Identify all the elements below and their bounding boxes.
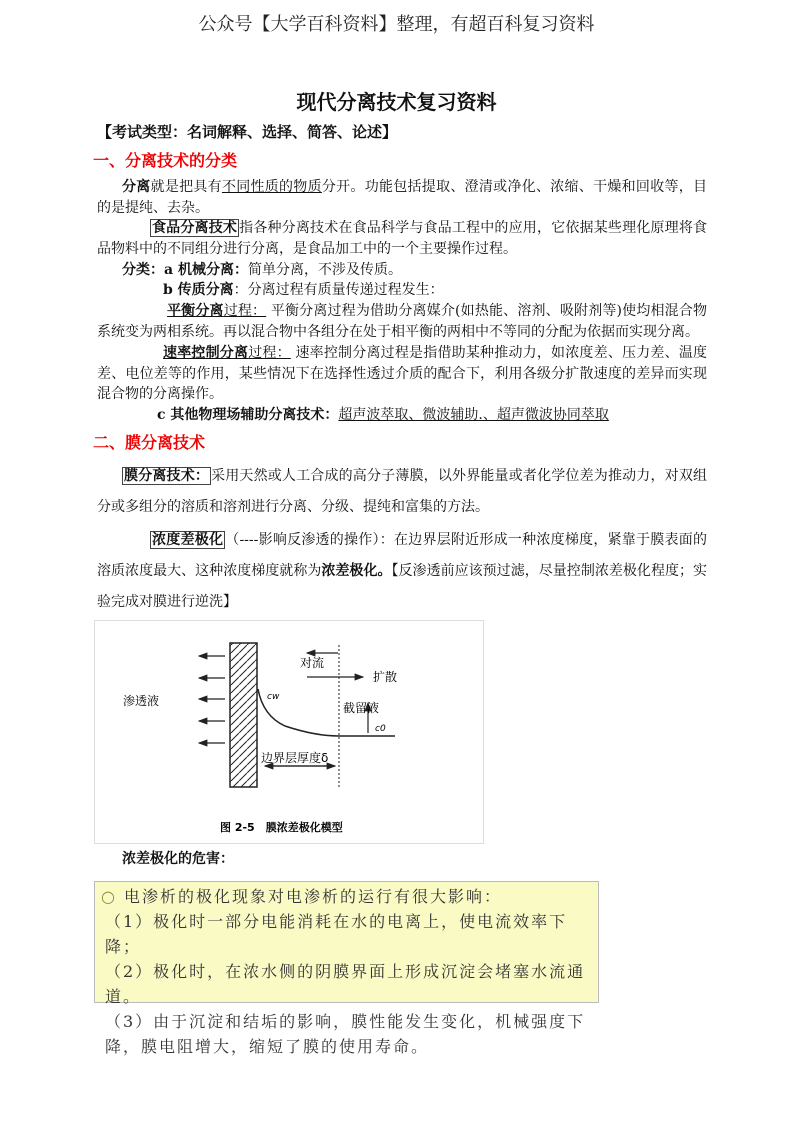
section1-heading: 一、分离技术的分类: [93, 151, 238, 170]
concentration-polarization: [97, 525, 707, 618]
figure-caption: 图 2-5 膜浓差极化模型: [220, 821, 343, 834]
term-boxed: 浓度差极化: [152, 532, 224, 548]
term: 平衡分离: [167, 303, 224, 319]
food-separation-definition: [97, 218, 707, 259]
section2-heading: 二、膜分离技术: [93, 433, 206, 452]
equilibrium-separation: [97, 301, 707, 342]
separation-definition: [97, 177, 707, 218]
text: 采用天然或人工合成的高分子薄膜，以外界能量或者化学位差为推动力，对双组分或多组分的溶质和溶剂进行分离、分级、提纯和富集的方法。: [97, 468, 708, 515]
membrane: [230, 643, 257, 787]
label-retentate: 截留液: [343, 701, 380, 715]
harm-box: [94, 881, 599, 1056]
label-c0: c0: [375, 724, 386, 734]
text-underlined: 不同性质的物质: [221, 179, 322, 195]
term-boxed: 食品分离技术: [152, 220, 238, 236]
text: 过程：: [248, 345, 291, 361]
page-header: 公众号【大学百科资料】整理，有超百科复习资料: [198, 14, 595, 35]
text: 平衡分离过程为借助分离媒介(如热能、溶剂、吸附剂等)使均相混合物系统变为两相系统。再以混合物中各组分在处于相平衡的两相中不等同的分配为依据而实现分离。: [97, 303, 708, 340]
text: 速率控制分离过程是指借助某种推动力，如浓度差、压力差、温度差、电位差等的作用，某些情况下在选择性透过介质的配合下，利用各级分扩散速度的差异而实现混合物的分离操作。: [97, 345, 708, 402]
text: ：分离过程有质量传递过程发生：: [233, 282, 444, 298]
label-diffusion: 扩散: [373, 670, 398, 684]
exam-type: 【考试类型：名词解释、选择、简答、论述】: [97, 123, 398, 141]
text: （----影响反渗透的操作）：在边界层附近形成一种浓度梯度，紧靠于膜表面的溶质浓度最大、这种浓度梯度就称为: [97, 532, 708, 579]
label: b 传质分离: [163, 282, 234, 298]
harm-intro: [101, 884, 592, 909]
label-convection: 对流: [300, 656, 325, 670]
rate-controlled-separation: [97, 343, 707, 405]
classification-b: [97, 280, 707, 301]
document-title: 现代分离技术复习资料: [296, 90, 497, 114]
term-boxed: 膜分离技术：: [124, 468, 210, 484]
text: 超声波萃取、微波辅助.、超声微波协同萃取: [338, 407, 609, 423]
text: 【反渗透前应该预过滤，尽量控制浓差极化程度；实验完成对膜进行逆洗】: [97, 563, 708, 610]
text: 电渗析的极化现象对电渗析的运行有很大影响：: [124, 887, 503, 906]
term: 速率控制分离: [163, 345, 249, 361]
classification-a: [97, 260, 707, 281]
membrane-separation-definition: [97, 461, 707, 523]
text: 分开。功能包括提取、澄清或净化、浓缩、干燥和回收等，目的是提纯、去杂。: [97, 179, 708, 216]
label: c 其他物理场辅助分离技术：: [157, 407, 339, 423]
polarization-figure: [94, 620, 484, 844]
label: 分类：: [122, 262, 164, 278]
classification-c: [97, 405, 707, 426]
label-boundary: 边界层厚度δ: [261, 751, 329, 765]
term: 分离: [122, 179, 151, 195]
label-permeate: 渗透液: [123, 694, 160, 708]
text-bold: 浓差极化。: [321, 563, 392, 579]
text: 就是把具有: [150, 179, 222, 195]
harm-item: （2）极化时，在浓水侧的阴膜界面上形成沉淀会堵塞水流通道。: [105, 962, 586, 1006]
text: 简单分离，不涉及传质。: [247, 262, 402, 278]
harm-title: 浓差极化的危害：: [122, 851, 234, 867]
harm-item: （1）极化时一部分电能消耗在水的电离上，使电流效率下降；: [105, 912, 568, 956]
text: 指各种分离技术在食品科学与食品工程中的应用，它依据某些理化原理将食品物料中的不同组分进行分离，是食品加工中的一个主要操作过程。: [97, 220, 708, 257]
text: 过程：: [223, 303, 267, 319]
bullet-icon: ○: [101, 887, 125, 906]
harm-item: （3）由于沉淀和结垢的影响，膜性能发生变化，机械强度下降，膜电阻增大，缩短了膜的使用寿命。: [105, 1012, 586, 1056]
label-cw: cw: [267, 692, 280, 702]
label: a 机械分离：: [164, 262, 248, 278]
